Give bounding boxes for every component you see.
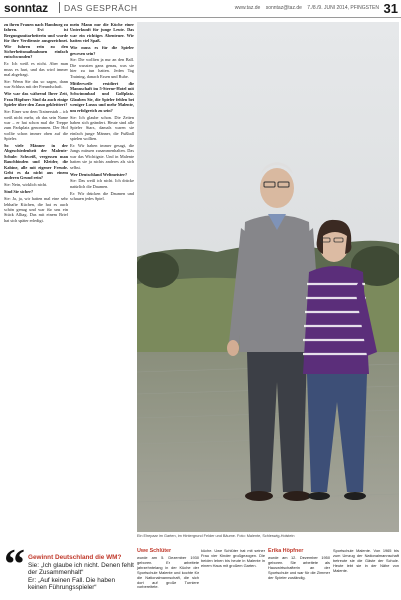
subsection-title: DAS GESPRÄCH (64, 3, 138, 13)
article-paragraph: Er: Wir haben immer gesagt, die Jungs müssen zusammenhalten. Das war das Wichtigste. Und in Malente hatten sie ja nichts anderes als sich selbst. (70, 143, 134, 170)
bio-erika (268, 548, 330, 581)
issue-date: 7./8./9. JUNI 2014, PFINGSTEN (307, 5, 379, 11)
pull-quote (4, 542, 134, 598)
article-column-2 (70, 22, 134, 552)
header-meta (231, 5, 379, 11)
article-paragraph: Mittlerweile residiert die Mannschaft im 5-Sterne-Hotel mit Schwimmbad und Golfplatz. Glauben Sie, die Spieler fehlen bei weniger Luxus und mehr Malente, um erfolgreich zu sein? (70, 80, 134, 113)
article-paragraph: Wer Deutschland Weltmeister? (70, 171, 128, 177)
article-paragraph: zu ihren Frauen nach Hamburg zu fahren. Evi ist Bergungsmitarbeiterin und wurde für ihre Verdienste ausgezeichnet. Wir fuhren rein zu den Sicherheitsmaßnahmen einfach entschwunden? (4, 22, 68, 60)
bio-text: wurde am 5. Dezember 1930 geboren. Er arbeitete jahrzehntelang in der Küche der Sportschule Malente und kochte für die Nationalmannschaft, die sich dort auf große Turniere vorbereitete. (137, 555, 199, 590)
article-paragraph: Wie war das während Ihrer Zeit, Frau Höpfner: Sind da auch einige Spieler über den Zaun gekletttert? (4, 91, 68, 108)
bio-uwe (137, 548, 199, 590)
bio-text: wurde am 12. Dezember 1950 geboren. Sie arbeitete als Hauswirtschafterin an der Sportschule und war für die Zimmer der Spieler zuständig. (268, 555, 330, 580)
article-column-1 (4, 22, 68, 552)
page-header (0, 0, 401, 18)
bio-erika-cont (333, 548, 399, 574)
article-paragraph: Sie: Die wollten ja nur an den Ball. Die wussten ganz genau, was sie hier zu tun hatten. Jeden Tag Training, danach Essen und Ruhe. (70, 57, 134, 79)
article-paragraph: Er: Ich weiß es nicht. Aber man muss es hart, und das wird immer mal abgefragt. (4, 61, 68, 78)
bio-uwe-cont (201, 548, 265, 569)
photo-caption: Ein Ehepaar im Garten, im Hintergrund Felder und Bäume. Foto: Malente, Schleswig-Holstein (137, 534, 295, 538)
bio-text: Sportschule Malente. Von 1965 bis zum Umzug der Nationalmannschaft betreute sie die Gäste der Schule. Heute lebt sie in der Nähe von Malente. (333, 548, 399, 573)
article-paragraph: Sie: Ja, ja, wir hatten mal eine sehr lebhafte Küchen, die hat es auch schön genug und war für uns ein Stück Alltag. Das mit einem Brief hat sich später erledigt. (4, 196, 68, 223)
article-paragraph: Sie: Einer war dem Trainerstab – ich weiß nicht mehr, ob das sein Name war – er hat schon mal die Treppe zum Parkplatz genommen. Der Hof wollte schon immer oben auf die Spieler. (4, 109, 68, 142)
article-paragraph: Sie: Wenn Sie das so sagen, dann war Schluss mit der Freundschaft. (4, 79, 68, 90)
article-paragraph: Er: Wir drücken die Daumen und schauen jedes Spiel. (70, 190, 134, 202)
article-paragraph: Sie: Ich glaube schon. Die Zeiten haben sich geändert. Heute sind alle Spieler Stars, damals waren sie einfach junge Männer, die Fußball spielen wollten. (70, 114, 134, 142)
pull-quote-sie: Sie: „Ich glaube ich nicht. Denen fehlt der Zusammenhalt“ (28, 561, 134, 577)
bio-name: Uwe Schlüter (137, 548, 172, 554)
email-link[interactable]: sonntaz@taz.de (265, 5, 302, 11)
pull-quote-headline: Gewinnt Deutschland die WM? (28, 554, 122, 561)
couple-photo (137, 22, 399, 532)
quotation-mark-icon: “ (4, 542, 25, 588)
bio-text: küche. Uwe Schlüter hat mit seiner Frau vier Kinder großgezogen. Die beiden leben bis heute in Malente in einem Haus mit großem Garten. (201, 548, 265, 568)
section-title: sonntaz (4, 1, 48, 15)
page-number: 31 (383, 1, 398, 16)
article-paragraph: Sind Sie sicher? (4, 189, 34, 195)
article-paragraph: So viele Männer in der Abgeschiedenheit der Malente-Schule: Schweiß, vergessen man Bauchbinden und Kleider, die Kabine, alle mit eigener Freude. Geht es da nicht aus einem anderen Grund rein? (4, 143, 68, 181)
pull-quote-text (28, 554, 134, 592)
article-paragraph: mein Mann nur die Küche einer Unterkunft für junge Leute. Das war ein richtiges Abenteuer. Wir hatten viel Spaß. (70, 22, 134, 44)
pull-quote-er: Er: „Auf keinen Fall. Die haben keinen Führungsspieler“ (28, 576, 116, 592)
article-paragraph: Sie: Nein, wirklich nicht. (4, 182, 48, 188)
article-paragraph: Sie: Das weiß ich nicht. Ich drücke natürlich die Daumen. (70, 178, 134, 189)
site-link[interactable]: www.taz.de (234, 5, 261, 11)
bio-name: Erika Höpfner (268, 548, 304, 554)
article-paragraph: Wie muss es für die Spieler gewesen sein? (70, 45, 134, 56)
header-divider (59, 2, 60, 13)
